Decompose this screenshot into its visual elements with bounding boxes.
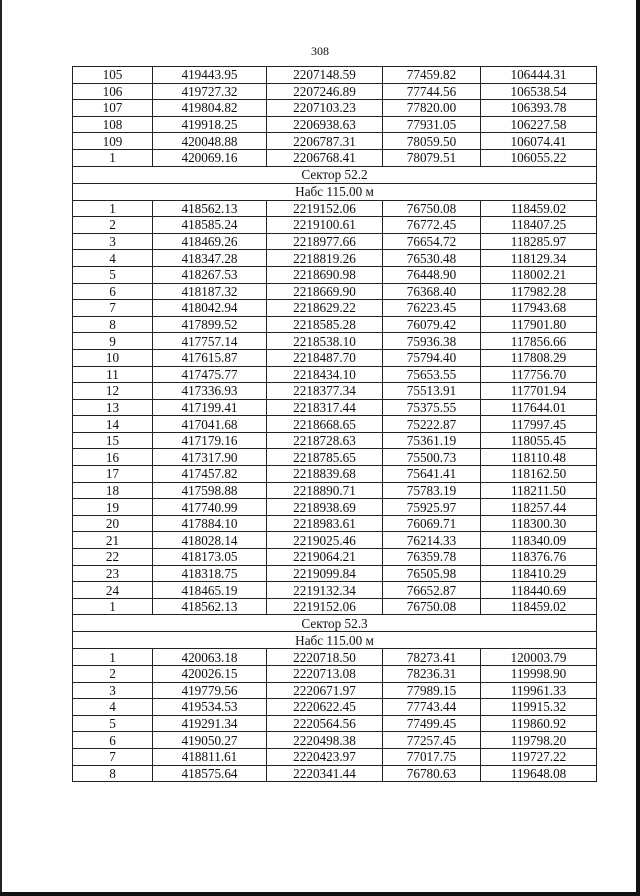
section-title-row <box>73 615 597 632</box>
coord-y-cell: 2220622.45 <box>267 699 383 716</box>
coord-x-cell: 417457.82 <box>153 466 267 483</box>
local-x-cell: 76505.98 <box>383 565 481 582</box>
local-x-cell: 76654.72 <box>383 233 481 250</box>
coord-y-cell: 2218977.66 <box>267 233 383 250</box>
coord-x-cell: 417475.77 <box>153 366 267 383</box>
coord-y-cell: 2220423.97 <box>267 748 383 765</box>
point-number-cell: 20 <box>73 515 153 532</box>
coord-x-cell: 417884.10 <box>153 515 267 532</box>
local-x-cell: 75641.41 <box>383 466 481 483</box>
coord-x-cell: 417041.68 <box>153 416 267 433</box>
section-title: Сектор 52.3 <box>73 615 597 632</box>
point-number-cell: 5 <box>73 266 153 283</box>
table-row <box>73 399 597 416</box>
coord-x-cell: 419050.27 <box>153 732 267 749</box>
coord-y-cell: 2218890.71 <box>267 482 383 499</box>
coord-x-cell: 418187.32 <box>153 283 267 300</box>
coord-y-cell: 2218317.44 <box>267 399 383 416</box>
local-y-cell: 106074.41 <box>481 133 597 150</box>
coord-y-cell: 2219100.61 <box>267 217 383 234</box>
coord-x-cell: 418042.94 <box>153 300 267 317</box>
local-y-cell: 118459.02 <box>481 598 597 615</box>
point-number-cell: 13 <box>73 399 153 416</box>
local-y-cell: 117856.66 <box>481 333 597 350</box>
local-y-cell: 118340.09 <box>481 532 597 549</box>
point-number-cell: 105 <box>73 67 153 84</box>
point-number-cell: 1 <box>73 649 153 666</box>
coord-y-cell: 2218938.69 <box>267 499 383 516</box>
local-x-cell: 77743.44 <box>383 699 481 716</box>
coord-y-cell: 2218728.63 <box>267 432 383 449</box>
local-y-cell: 119998.90 <box>481 666 597 683</box>
local-y-cell: 118055.45 <box>481 432 597 449</box>
table-row <box>73 300 597 317</box>
section-title: Сектор 52.2 <box>73 166 597 183</box>
point-number-cell: 106 <box>73 83 153 100</box>
local-y-cell: 119648.08 <box>481 765 597 782</box>
point-number-cell: 2 <box>73 217 153 234</box>
local-x-cell: 76448.90 <box>383 266 481 283</box>
table-row <box>73 515 597 532</box>
coord-y-cell: 2220498.38 <box>267 732 383 749</box>
point-number-cell: 12 <box>73 383 153 400</box>
local-y-cell: 118162.50 <box>481 466 597 483</box>
local-x-cell: 76772.45 <box>383 217 481 234</box>
coord-x-cell: 419779.56 <box>153 682 267 699</box>
coord-x-cell: 420048.88 <box>153 133 267 150</box>
coord-y-cell: 2218839.68 <box>267 466 383 483</box>
local-y-cell: 118440.69 <box>481 582 597 599</box>
scan-edge-right <box>636 0 640 896</box>
local-x-cell: 75936.38 <box>383 333 481 350</box>
coord-y-cell: 2220564.56 <box>267 715 383 732</box>
local-y-cell: 119961.33 <box>481 682 597 699</box>
table-row <box>73 765 597 782</box>
coord-x-cell: 417899.52 <box>153 316 267 333</box>
local-x-cell: 76652.87 <box>383 582 481 599</box>
point-number-cell: 108 <box>73 116 153 133</box>
table-row <box>73 383 597 400</box>
coord-y-cell: 2219099.84 <box>267 565 383 582</box>
table-row <box>73 416 597 433</box>
coord-y-cell: 2218629.22 <box>267 300 383 317</box>
coord-y-cell: 2218377.34 <box>267 383 383 400</box>
local-y-cell: 118376.76 <box>481 549 597 566</box>
local-y-cell: 117901.80 <box>481 316 597 333</box>
point-number-cell: 17 <box>73 466 153 483</box>
table-row <box>73 699 597 716</box>
local-x-cell: 77459.82 <box>383 67 481 84</box>
table-row <box>73 432 597 449</box>
local-y-cell: 118300.30 <box>481 515 597 532</box>
local-x-cell: 76223.45 <box>383 300 481 317</box>
coord-x-cell: 420063.18 <box>153 649 267 666</box>
table-row <box>73 449 597 466</box>
coord-y-cell: 2218668.65 <box>267 416 383 433</box>
point-number-cell: 19 <box>73 499 153 516</box>
local-y-cell: 118410.29 <box>481 565 597 582</box>
coord-y-cell: 2218785.65 <box>267 449 383 466</box>
local-y-cell: 118211.50 <box>481 482 597 499</box>
table-row <box>73 149 597 166</box>
point-number-cell: 1 <box>73 598 153 615</box>
coord-x-cell: 418173.05 <box>153 549 267 566</box>
local-y-cell: 106055.22 <box>481 149 597 166</box>
coord-x-cell: 417740.99 <box>153 499 267 516</box>
table-row <box>73 333 597 350</box>
table-row <box>73 283 597 300</box>
local-x-cell: 75222.87 <box>383 416 481 433</box>
point-number-cell: 109 <box>73 133 153 150</box>
point-number-cell: 15 <box>73 432 153 449</box>
local-y-cell: 118459.02 <box>481 200 597 217</box>
coord-y-cell: 2207103.23 <box>267 100 383 117</box>
coord-y-cell: 2220713.08 <box>267 666 383 683</box>
table-row <box>73 266 597 283</box>
coord-y-cell: 2219152.06 <box>267 200 383 217</box>
table-row <box>73 250 597 267</box>
table-row <box>73 349 597 366</box>
point-number-cell: 18 <box>73 482 153 499</box>
local-x-cell: 76530.48 <box>383 250 481 267</box>
table-row <box>73 598 597 615</box>
point-number-cell: 3 <box>73 233 153 250</box>
local-y-cell: 117943.68 <box>481 300 597 317</box>
section-subtitle: Набс 115.00 м <box>73 183 597 200</box>
local-y-cell: 117808.29 <box>481 349 597 366</box>
local-x-cell: 76359.78 <box>383 549 481 566</box>
table-row <box>73 666 597 683</box>
local-x-cell: 78236.31 <box>383 666 481 683</box>
point-number-cell: 23 <box>73 565 153 582</box>
coord-x-cell: 418465.19 <box>153 582 267 599</box>
point-number-cell: 107 <box>73 100 153 117</box>
local-x-cell: 75794.40 <box>383 349 481 366</box>
local-x-cell: 77499.45 <box>383 715 481 732</box>
coordinates-table-body <box>73 67 597 782</box>
local-y-cell: 118110.48 <box>481 449 597 466</box>
coord-x-cell: 417317.90 <box>153 449 267 466</box>
coord-y-cell: 2218669.90 <box>267 283 383 300</box>
local-y-cell: 119798.20 <box>481 732 597 749</box>
coord-x-cell: 418562.13 <box>153 200 267 217</box>
coord-x-cell: 418562.13 <box>153 598 267 615</box>
local-y-cell: 120003.79 <box>481 649 597 666</box>
local-x-cell: 76780.63 <box>383 765 481 782</box>
local-x-cell: 75925.97 <box>383 499 481 516</box>
local-y-cell: 118129.34 <box>481 250 597 267</box>
coord-y-cell: 2220718.50 <box>267 649 383 666</box>
table-row <box>73 67 597 84</box>
table-row <box>73 732 597 749</box>
local-x-cell: 76750.08 <box>383 200 481 217</box>
coord-y-cell: 2218819.26 <box>267 250 383 267</box>
table-row <box>73 316 597 333</box>
coord-y-cell: 2220671.97 <box>267 682 383 699</box>
point-number-cell: 1 <box>73 200 153 217</box>
local-x-cell: 76214.33 <box>383 532 481 549</box>
table-row <box>73 682 597 699</box>
point-number-cell: 5 <box>73 715 153 732</box>
coord-x-cell: 417598.88 <box>153 482 267 499</box>
local-x-cell: 76750.08 <box>383 598 481 615</box>
point-number-cell: 9 <box>73 333 153 350</box>
coord-y-cell: 2219025.46 <box>267 532 383 549</box>
point-number-cell: 1 <box>73 149 153 166</box>
coordinates-table <box>72 66 597 782</box>
local-x-cell: 78079.51 <box>383 149 481 166</box>
coord-x-cell: 419291.34 <box>153 715 267 732</box>
local-x-cell: 77257.45 <box>383 732 481 749</box>
coord-x-cell: 420026.15 <box>153 666 267 683</box>
point-number-cell: 22 <box>73 549 153 566</box>
coord-y-cell: 2218690.98 <box>267 266 383 283</box>
table-row <box>73 748 597 765</box>
local-y-cell: 118285.97 <box>481 233 597 250</box>
point-number-cell: 7 <box>73 748 153 765</box>
table-row <box>73 366 597 383</box>
table-row <box>73 466 597 483</box>
coord-x-cell: 418347.28 <box>153 250 267 267</box>
point-number-cell: 8 <box>73 765 153 782</box>
table-row <box>73 549 597 566</box>
coord-x-cell: 419534.53 <box>153 699 267 716</box>
coord-y-cell: 2220341.44 <box>267 765 383 782</box>
coord-x-cell: 417179.16 <box>153 432 267 449</box>
local-x-cell: 78273.41 <box>383 649 481 666</box>
coord-x-cell: 418028.14 <box>153 532 267 549</box>
local-x-cell: 77017.75 <box>383 748 481 765</box>
point-number-cell: 11 <box>73 366 153 383</box>
local-x-cell: 75783.19 <box>383 482 481 499</box>
local-y-cell: 117644.01 <box>481 399 597 416</box>
local-y-cell: 117756.70 <box>481 366 597 383</box>
coord-y-cell: 2206768.41 <box>267 149 383 166</box>
coord-y-cell: 2218585.28 <box>267 316 383 333</box>
coord-x-cell: 418811.61 <box>153 748 267 765</box>
coord-y-cell: 2206787.31 <box>267 133 383 150</box>
table-row <box>73 715 597 732</box>
point-number-cell: 14 <box>73 416 153 433</box>
point-number-cell: 4 <box>73 250 153 267</box>
table-row <box>73 482 597 499</box>
coord-y-cell: 2218983.61 <box>267 515 383 532</box>
coord-x-cell: 418318.75 <box>153 565 267 582</box>
section-subtitle-row <box>73 183 597 200</box>
point-number-cell: 10 <box>73 349 153 366</box>
table-row <box>73 649 597 666</box>
local-y-cell: 118002.21 <box>481 266 597 283</box>
table-row <box>73 217 597 234</box>
coord-y-cell: 2218434.10 <box>267 366 383 383</box>
coord-y-cell: 2207246.89 <box>267 83 383 100</box>
section-subtitle: Набс 115.00 м <box>73 632 597 649</box>
point-number-cell: 16 <box>73 449 153 466</box>
table-row <box>73 233 597 250</box>
coord-x-cell: 420069.16 <box>153 149 267 166</box>
table-row <box>73 116 597 133</box>
local-y-cell: 119860.92 <box>481 715 597 732</box>
table-row <box>73 100 597 117</box>
coord-x-cell: 417757.14 <box>153 333 267 350</box>
local-y-cell: 117982.28 <box>481 283 597 300</box>
local-y-cell: 118257.44 <box>481 499 597 516</box>
table-row <box>73 83 597 100</box>
local-y-cell: 106393.78 <box>481 100 597 117</box>
point-number-cell: 21 <box>73 532 153 549</box>
point-number-cell: 6 <box>73 732 153 749</box>
scan-edge-bottom <box>0 892 640 896</box>
coord-y-cell: 2218538.10 <box>267 333 383 350</box>
coord-x-cell: 417336.93 <box>153 383 267 400</box>
local-x-cell: 77820.00 <box>383 100 481 117</box>
coord-y-cell: 2207148.59 <box>267 67 383 84</box>
local-x-cell: 75513.91 <box>383 383 481 400</box>
table-row <box>73 582 597 599</box>
coord-x-cell: 419918.25 <box>153 116 267 133</box>
scan-edge-left <box>0 0 2 896</box>
table-row <box>73 532 597 549</box>
point-number-cell: 4 <box>73 699 153 716</box>
local-x-cell: 77931.05 <box>383 116 481 133</box>
local-x-cell: 75361.19 <box>383 432 481 449</box>
local-y-cell: 106227.58 <box>481 116 597 133</box>
coord-x-cell: 418575.64 <box>153 765 267 782</box>
coord-x-cell: 419804.82 <box>153 100 267 117</box>
local-y-cell: 117701.94 <box>481 383 597 400</box>
local-y-cell: 106538.54 <box>481 83 597 100</box>
coord-y-cell: 2218487.70 <box>267 349 383 366</box>
coord-x-cell: 419443.95 <box>153 67 267 84</box>
local-x-cell: 76069.71 <box>383 515 481 532</box>
local-y-cell: 119915.32 <box>481 699 597 716</box>
table-row <box>73 200 597 217</box>
coord-x-cell: 418585.24 <box>153 217 267 234</box>
point-number-cell: 2 <box>73 666 153 683</box>
point-number-cell: 8 <box>73 316 153 333</box>
coord-x-cell: 418267.53 <box>153 266 267 283</box>
point-number-cell: 24 <box>73 582 153 599</box>
coord-y-cell: 2219132.34 <box>267 582 383 599</box>
local-x-cell: 76368.40 <box>383 283 481 300</box>
table-row <box>73 565 597 582</box>
coord-y-cell: 2219064.21 <box>267 549 383 566</box>
local-x-cell: 76079.42 <box>383 316 481 333</box>
page-number: 308 <box>311 44 329 58</box>
local-x-cell: 78059.50 <box>383 133 481 150</box>
local-x-cell: 75375.55 <box>383 399 481 416</box>
local-x-cell: 77744.56 <box>383 83 481 100</box>
coord-x-cell: 418469.26 <box>153 233 267 250</box>
table-row <box>73 499 597 516</box>
point-number-cell: 7 <box>73 300 153 317</box>
local-y-cell: 117997.45 <box>481 416 597 433</box>
local-x-cell: 77989.15 <box>383 682 481 699</box>
point-number-cell: 6 <box>73 283 153 300</box>
local-x-cell: 75653.55 <box>383 366 481 383</box>
point-number-cell: 3 <box>73 682 153 699</box>
table-row <box>73 133 597 150</box>
local-y-cell: 118407.25 <box>481 217 597 234</box>
local-y-cell: 106444.31 <box>481 67 597 84</box>
coord-y-cell: 2219152.06 <box>267 598 383 615</box>
coord-y-cell: 2206938.63 <box>267 116 383 133</box>
local-x-cell: 75500.73 <box>383 449 481 466</box>
coord-x-cell: 417199.41 <box>153 399 267 416</box>
coord-x-cell: 417615.87 <box>153 349 267 366</box>
section-subtitle-row <box>73 632 597 649</box>
local-y-cell: 119727.22 <box>481 748 597 765</box>
section-title-row <box>73 166 597 183</box>
coord-x-cell: 419727.32 <box>153 83 267 100</box>
